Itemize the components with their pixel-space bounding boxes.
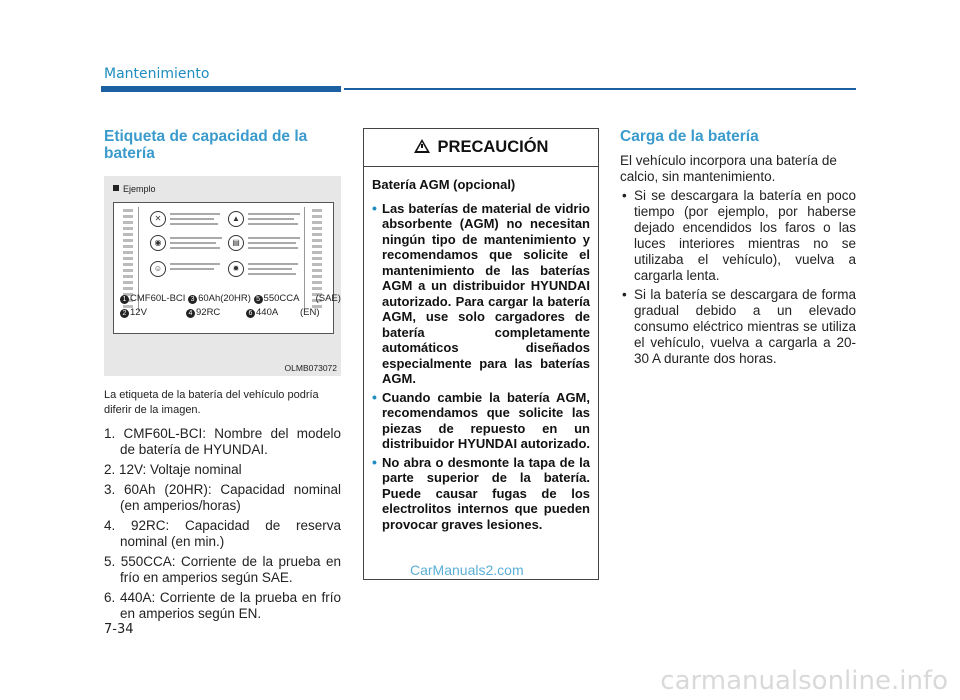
warning-triangle-icon bbox=[414, 139, 430, 153]
acid-icon: ▲ bbox=[228, 211, 244, 227]
charging-intro: El vehículo incorpora una batería de calcio, sin mantenimiento. bbox=[620, 153, 837, 184]
list-item: 2. 12V: Voltaje nominal bbox=[104, 462, 242, 477]
spec-row-2: 2 12V 4 92RC 6 440A (EN) bbox=[120, 307, 320, 318]
list-item: 6. 440A: Corriente de la prueba en frío en amperios según EN. bbox=[104, 590, 341, 621]
caution-heading: PRECAUCIÓN bbox=[364, 129, 598, 167]
battery-sticker bbox=[113, 202, 341, 334]
caution-bullet: • No abra o desmonte la tapa de la parte superior de la batería. Puede causar fugas de los electrolitos internos que pueden provocar graves lesiones. bbox=[372, 455, 590, 533]
list-item: 3. 60Ah (20HR): Capacidad nominal (en amperios/horas) bbox=[104, 482, 341, 513]
caution-body bbox=[364, 167, 598, 532]
figure-caption: La etiqueta de la batería del vehículo podría diferir de la imagen. bbox=[104, 389, 319, 416]
charging-bullet: • Si se descargara la batería en poco tiempo (por ejemplo, por haberse dejado encendidos los faros o las luces interiores mientras no se utilizaba el vehículo), vuelva a cargarla lenta. bbox=[620, 188, 856, 284]
explosion-icon: ✹ bbox=[228, 261, 244, 277]
no-fire-icon: ✕ bbox=[150, 211, 166, 227]
caution-subtitle: Batería AGM (opcional) bbox=[372, 177, 516, 192]
list-item: 1. CMF60L-BCI: Nombre del modelo de batería de HYUNDAI. bbox=[104, 426, 341, 457]
section-header: Mantenimiento bbox=[104, 66, 210, 82]
caution-box bbox=[363, 128, 599, 580]
battery-charging-column bbox=[620, 128, 856, 367]
keep-away-children-icon: ☺ bbox=[150, 261, 166, 277]
caution-bullet: • Las baterías de material de vidrio absorbente (AGM) no necesitan ningún tipo de mantenimiento y recomendamos que solicite el mantenimiento de las baterías AGM a un distribuidor HYUNDAI autorizado. Para cargar la batería AGM, use solo cargadores de batería completamente automáticos diseñados especialmente para las baterías AGM. bbox=[372, 201, 590, 387]
page-number: 7-34 bbox=[104, 622, 134, 637]
battery-charging-title: Carga de la batería bbox=[620, 128, 759, 145]
charging-bullet: • Si la batería se descargara de forma gradual debido a un elevado consumo eléctrico mientras se utiliza el vehículo, vuelva a cargarla a 20-30 A durante dos horas. bbox=[620, 287, 856, 367]
carmanuals-watermark: CarManuals2.com bbox=[410, 562, 524, 578]
square-bullet-icon bbox=[113, 185, 119, 191]
battery-label-column bbox=[104, 128, 341, 626]
example-caption: Ejemplo bbox=[113, 184, 156, 194]
battery-label-title: Etiqueta de capacidad de la batería bbox=[104, 128, 308, 162]
site-watermark: carmanualsonline.info bbox=[660, 666, 948, 696]
header-rule-thin bbox=[344, 88, 856, 90]
label-definitions bbox=[104, 426, 341, 622]
read-manual-icon: ▤ bbox=[228, 235, 244, 251]
caution-bullet: • Cuando cambie la batería AGM, recomendamos que solicite las piezas de repuesto en un distribuidor HYUNDAI autorizado. bbox=[372, 390, 590, 452]
header-rule-thick bbox=[101, 86, 341, 92]
figure-code: OLMB073072 bbox=[284, 363, 337, 373]
eye-protection-icon: ◉ bbox=[150, 235, 166, 251]
spec-row-1: 1 CMF60L-BCI 3 60Ah(20HR) 5 550CCA (SAE) bbox=[120, 293, 341, 304]
list-item: 4. 92RC: Capacidad de reserva nominal (en min.) bbox=[104, 518, 341, 549]
list-item: 5. 550CCA: Corriente de la prueba en frío en amperios según SAE. bbox=[104, 554, 341, 585]
battery-label-figure bbox=[104, 176, 341, 376]
